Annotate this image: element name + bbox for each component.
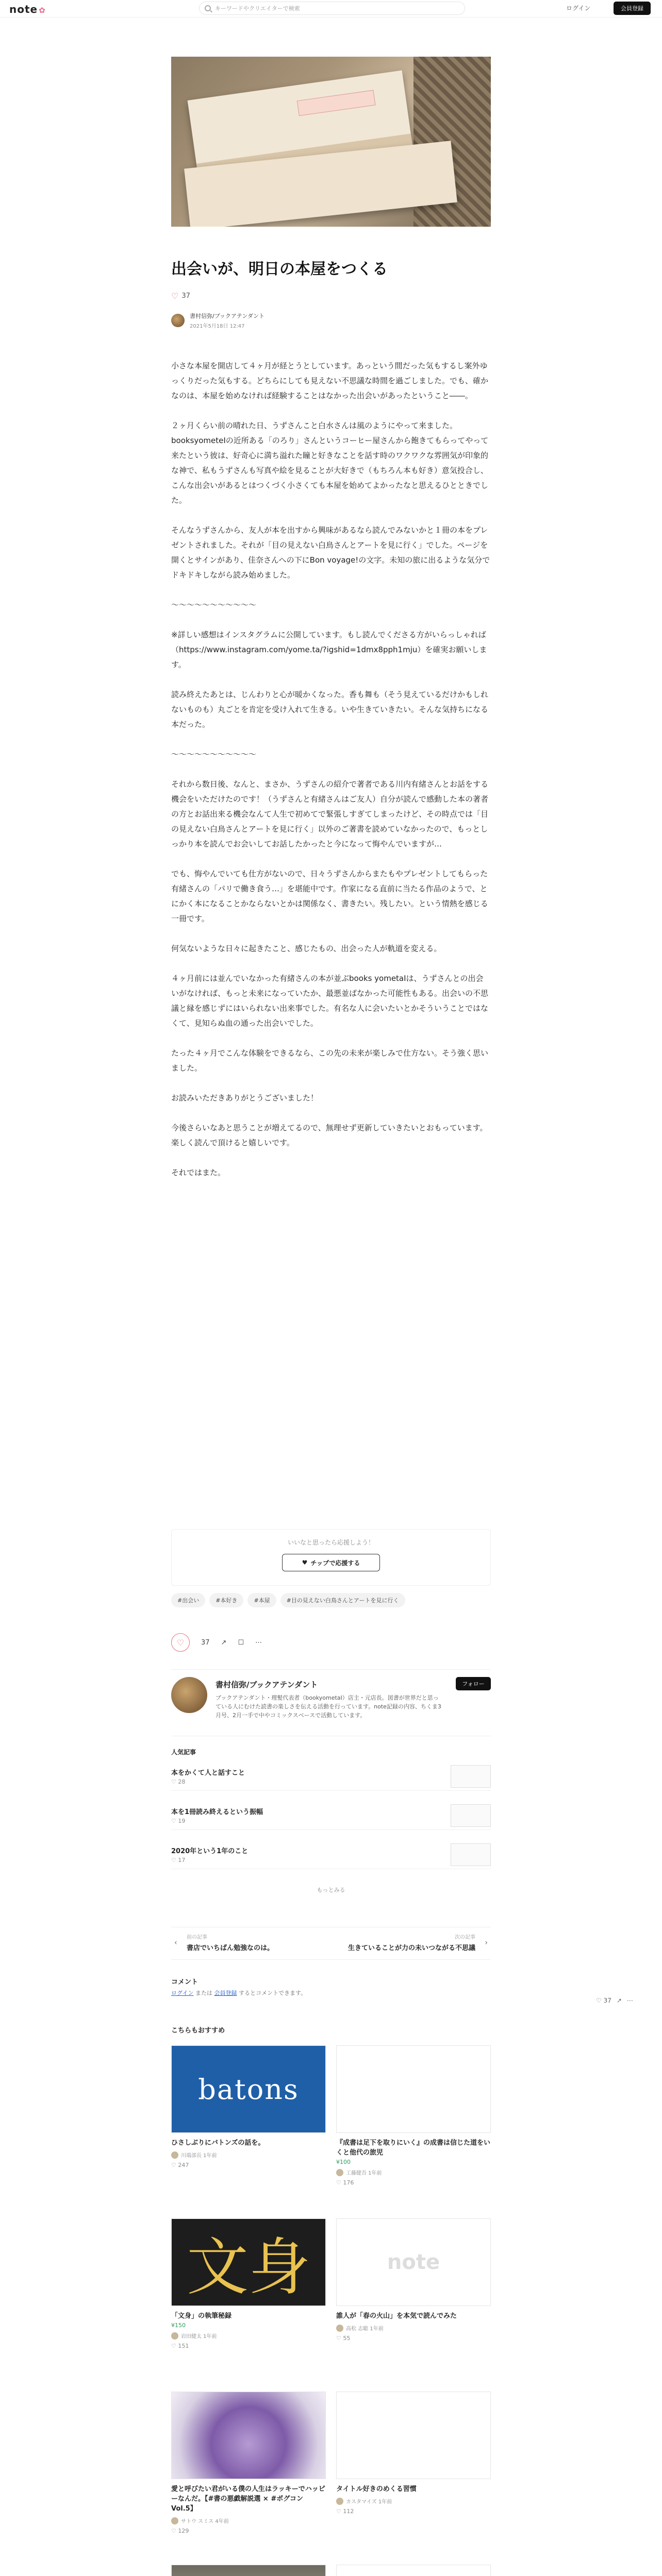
prev-article-link[interactable]: 前の記事 書店でいちばん勉強なのは。	[187, 1935, 274, 1952]
support-question: いいなと思ったら応援しよう！	[287, 1539, 374, 1546]
floating-share-icon[interactable]: ↗	[616, 1997, 622, 2004]
author-row[interactable]	[171, 310, 491, 331]
comment-icon[interactable]: ☐	[238, 1638, 244, 1647]
author-avatar-large[interactable]	[171, 1677, 207, 1713]
recommend-thumbnail[interactable]: 文身	[171, 2218, 326, 2306]
paragraph: そんなうずさんから、友人が本を出すから興味があるなら読んでみないかと１冊の本をプレゼントされました。それが「目の見えない白鳥さんとアートを見に行く」でした。ページを開くとサインがあり、佳奈さんへの下にBon voyage!の文字。未知の旅に出るような気分でドキドキしながら読み始めました。	[171, 526, 490, 580]
paragraph: お読みいただきありがとうございました！	[171, 1093, 319, 1103]
article-hero-image	[171, 57, 491, 227]
profile-name[interactable]: 書村信弥/ブックアテンダント	[216, 1680, 318, 1689]
recommend-user[interactable]	[171, 2332, 326, 2340]
hashtag[interactable]: #出会い	[171, 1593, 205, 1607]
hashtag-list	[171, 1593, 491, 1607]
recommend-likes	[336, 2508, 491, 2515]
article-body	[171, 359, 491, 1195]
follow-button[interactable]: フォロー	[456, 1677, 491, 1690]
share-icon[interactable]: ↗	[221, 1638, 227, 1647]
recommend-user[interactable]	[171, 2517, 326, 2524]
recommend-likes	[336, 2179, 491, 2186]
like-count: 176	[343, 2179, 354, 2186]
hashtag[interactable]: #本好き	[209, 1593, 243, 1607]
next-article-link[interactable]: 次の記事 生きていることが力の未いつながる不思議	[347, 1935, 475, 1952]
tip-icon: ♥	[302, 1559, 308, 1566]
comment-prompt: ログイン または 会員登録 するとコメントできます。	[171, 1990, 307, 1996]
paragraph-with-link[interactable]: ※詳しい感想はインスタグラムに公開しています。もし読んでくださる方がいらっしゃれば（https://www.instagram.com/yome.ta/?igshid=1dmx8pph1mju）を確実お願いします。	[171, 630, 487, 669]
paragraph: それではまた。	[171, 1168, 226, 1177]
floating-actions	[596, 1997, 633, 2004]
recommend-title[interactable]: 愛と呼びたい君がいる僕の人生はラッキーでハッピーなんだ。【#書の悪戯解説選 × #ポグコン Vol.5】	[171, 2485, 325, 2513]
popular-thumbnail	[451, 1804, 491, 1827]
recommend-card[interactable]	[336, 2218, 491, 2342]
user-name: 川端部長 1年前	[181, 2153, 217, 2159]
paragraph: ４ヶ月前には並んでいなかった有緒さんの本が並ぶbooks yometaⅠは、うずさんとの出会いがなければ、もっと未来になっていたか、最悪並ばなかった可能性もある。出会いの不思議と縁を感じずにはいられない出来事でした。有名な人に会いたいとかそういうことではなくて、見知らぬ血の通った出会いでした。	[171, 974, 489, 1028]
separator: 〜〜〜〜〜〜〜〜〜〜〜	[171, 750, 257, 759]
user-name: 岩田健太 1年前	[181, 2334, 217, 2340]
recommend-card[interactable]	[171, 2565, 326, 2576]
recommend-likes	[171, 2343, 326, 2349]
site-header	[0, 0, 662, 18]
recommend-thumbnail[interactable]: batons	[171, 2045, 326, 2133]
recommend-thumbnail[interactable]	[171, 2392, 326, 2479]
recommend-user[interactable]	[336, 2324, 491, 2332]
recommend-user[interactable]	[171, 2151, 326, 2159]
author-avatar[interactable]	[171, 314, 185, 327]
article-like-count: ♡ 37	[171, 291, 190, 301]
recommend-thumbnail[interactable]	[336, 2392, 491, 2479]
paragraph: 何気ないような日々に起きたこと、感じたもの、出会った人が軌道を変える。	[171, 944, 442, 953]
heart-icon: ♡	[336, 2179, 343, 2186]
recommend-thumbnail[interactable]	[336, 2565, 491, 2576]
hashtag[interactable]: #本屋	[247, 1593, 276, 1607]
heart-icon: ♡	[336, 2335, 343, 2342]
search-placeholder: キーワードやクリエイターで検索	[215, 5, 300, 12]
login-link[interactable]: ログイン	[566, 5, 591, 12]
recommend-title[interactable]: 誰人が「春の火山」を本気で読んでみた	[336, 2312, 457, 2320]
recommend-card[interactable]	[336, 2565, 491, 2576]
recommend-thumbnail[interactable]	[171, 2565, 326, 2576]
like-button[interactable]: ♡	[171, 1633, 190, 1652]
floating-more-icon[interactable]: ⋯	[626, 1997, 633, 2004]
prev-next-nav	[171, 1927, 491, 1960]
user-avatar	[336, 2498, 343, 2505]
search-input[interactable]	[199, 2, 465, 15]
comment-heading: コメント	[171, 1978, 198, 1986]
chevron-right-icon[interactable]: ›	[485, 1939, 488, 1947]
recommend-heading: こちらもおすすめ	[171, 2027, 225, 2035]
heart-icon: ♡	[171, 2162, 178, 2168]
comment-register-link[interactable]: 会員登録	[214, 1990, 237, 1996]
user-name: サトウ スミス 4年前	[181, 2519, 229, 2524]
recommend-user[interactable]	[336, 2168, 491, 2176]
heart-icon: ♡	[336, 2508, 343, 2515]
user-name: カスタマイズ 1年前	[346, 2499, 392, 2505]
recommend-title[interactable]: 「文身」の執筆秘録	[171, 2312, 232, 2320]
like-count: 55	[343, 2335, 351, 2342]
tip-button[interactable]: ♥ チップで応援する	[282, 1554, 380, 1571]
like-count: 247	[178, 2162, 189, 2168]
paragraph: でも、悔やんでいても仕方がないので、日々うずさんからまたもやプレゼントしてもらった有緒さんの「パリで働き食う…」を堪能中です。作家になる直前に当たる作品のようで、とにかく本になることかならないとかは関係なく、書きたい。残したい。という情熱を感じる一冊です。	[171, 869, 488, 923]
like-count: 37	[201, 1638, 210, 1647]
popular-thumbnail	[451, 1765, 491, 1788]
separator: 〜〜〜〜〜〜〜〜〜〜〜	[171, 600, 257, 609]
recommend-card[interactable]	[171, 2392, 326, 2534]
recommend-card[interactable]	[171, 2218, 326, 2349]
flower-logo-icon: ✿	[39, 6, 46, 15]
author-name[interactable]: 書村信弥/ブックアテンダント	[190, 313, 265, 319]
paragraph: それから数日後、なんと、まさか、うずさんの紹介で著者である川内有緒さんとお話をする機会をいただけたのです！（うずさんと有緒さんはご友人）自分が読んで感動した本の著者の方とお話出来る機会なんて人生で初めてで緊張しすぎてしまったけど、その時点では「目の見えない白鳥さんとアートを見に行く」以外のご著書を読めていなかったので、もっとしっかり本を読んでお会いしてお話したかったと今になって悔やんでいますが…	[171, 779, 489, 849]
popular-item[interactable]: 本を1冊読み終えるという振幅 ♡ 19	[171, 1801, 491, 1830]
recommend-price: ¥150	[171, 2322, 186, 2329]
note-logo[interactable]: note ✿	[9, 3, 46, 15]
paragraph: ２ヶ月くらい前の晴れた日、うずさんこと白水さんは風のようにやって来ました。booksyometeⅠの近所ある「のろり」さんというコーヒー屋さんから飽きてもらってやって来たという彼は、好奇心に満ち溢れた瞳と好きなことを話す時のワクワクな雰囲気が印象的な神で、私もうずさんも写真や絵を見ることが大好きで（もちろん本も好き）意気投合し、こんな出会いがあるとはつくづく小さくても本屋を始めてよかったなと思えるひとときでした。	[171, 421, 489, 505]
like-count: 129	[178, 2528, 189, 2534]
recommend-card[interactable]	[336, 2392, 491, 2515]
like-count: 151	[178, 2343, 189, 2349]
recommend-card[interactable]	[171, 2045, 326, 2168]
user-name: 高松 志聡 1年前	[346, 2326, 384, 2332]
more-link[interactable]: もっとみる	[317, 1887, 345, 1893]
search-icon	[205, 5, 211, 11]
user-avatar	[171, 2517, 178, 2524]
recommend-title[interactable]: ひさしぶりにバトンズの話を。	[171, 2139, 265, 2147]
recommend-price: ¥100	[336, 2159, 351, 2165]
heart-icon: ♡	[171, 291, 179, 301]
popular-item[interactable]: 2020年という1年のこと ♡ 17	[171, 1840, 491, 1869]
support-box	[171, 1529, 491, 1586]
more-icon[interactable]: ⋯	[255, 1638, 262, 1647]
author-profile-card	[171, 1669, 491, 1736]
recommend-likes	[171, 2528, 326, 2534]
paragraph: 小さな本屋を開店して４ヶ月が経とうとしています。あっという間だった気もするし案外ゆっくりだった気もする。どちらにしても見えない不思議な時間を過ごしました。でも、確かなのは、本屋を始めなければ経験することはなかった出会いがあったということ――。	[171, 361, 489, 400]
recommend-likes	[336, 2335, 491, 2342]
user-name: 工藤健吾 1年前	[346, 2171, 382, 2176]
like-count: 112	[343, 2508, 354, 2515]
recommend-user[interactable]	[336, 2497, 491, 2505]
paragraph: 読み終えたあとは、じんわりと心が暖かくなった。香も舞も（そう見えているだけかもしれないものも）丸ごとを肯定を受け入れて生きる。いや生きていきたい。そんな気持ちになる本だった。	[171, 690, 489, 729]
user-avatar	[336, 2169, 343, 2176]
article-actions	[171, 1632, 491, 1653]
profile-description: ブックアテンダント・理髪代表者（bookyometaⅠ）店主・元店長。図書が世界だと思っている人にむけた読書の楽しさを伝える活動を行っています。note記録の内容、ちくま3月号、2月一手で中やコミックスベースで活動しています。	[216, 1694, 441, 1719]
recommend-thumbnail[interactable]: note	[336, 2218, 491, 2306]
register-button[interactable]: 会員登録	[614, 2, 651, 15]
heart-icon: ♡	[171, 2343, 178, 2349]
article-title: 出会いが、明日の本屋をつくる	[171, 260, 388, 278]
popular-likes: ♡ 17	[171, 1857, 186, 1863]
recommend-likes	[171, 2162, 326, 2168]
popular-item[interactable]: 本をかくて人と話すこと ♡ 28	[171, 1762, 491, 1791]
user-avatar	[171, 2151, 178, 2159]
hashtag[interactable]: #目の見えない白鳥さんとアートを見に行く	[280, 1593, 405, 1607]
popular-likes: ♡ 19	[171, 1818, 186, 1824]
recommend-title[interactable]: タイトル好きのめくる習慣	[336, 2485, 417, 2493]
heart-icon: ♡	[171, 2528, 178, 2534]
recommend-title[interactable]: 『成書は足下を取りにいく』の成書は信じた道をいくと他代の旅児	[336, 2139, 491, 2157]
paragraph: たった４ヶ月でこんな体験をできるなら、この先の未来が楽しみで仕方ない。そう強く思いました。	[171, 1048, 489, 1073]
article-date: 2021年5月18日 12:47	[190, 324, 245, 329]
recommend-card[interactable]	[336, 2045, 491, 2186]
floating-like-button[interactable]: ♡ 37	[596, 1997, 611, 2004]
chevron-left-icon[interactable]: ‹	[174, 1939, 177, 1947]
comment-login-link[interactable]: ログイン	[171, 1990, 194, 1996]
recommend-thumbnail[interactable]	[336, 2045, 491, 2133]
user-avatar	[336, 2325, 343, 2332]
popular-heading: 人気記事	[171, 1749, 196, 1756]
popular-thumbnail	[451, 1843, 491, 1866]
popular-likes: ♡ 28	[171, 1778, 186, 1785]
paragraph: 今後さらいなあと思うことが増えてるので、無理せず更新していきたいとおもっています。楽しく読んで頂けると嬉しいです。	[171, 1123, 488, 1147]
user-avatar	[171, 2332, 178, 2340]
